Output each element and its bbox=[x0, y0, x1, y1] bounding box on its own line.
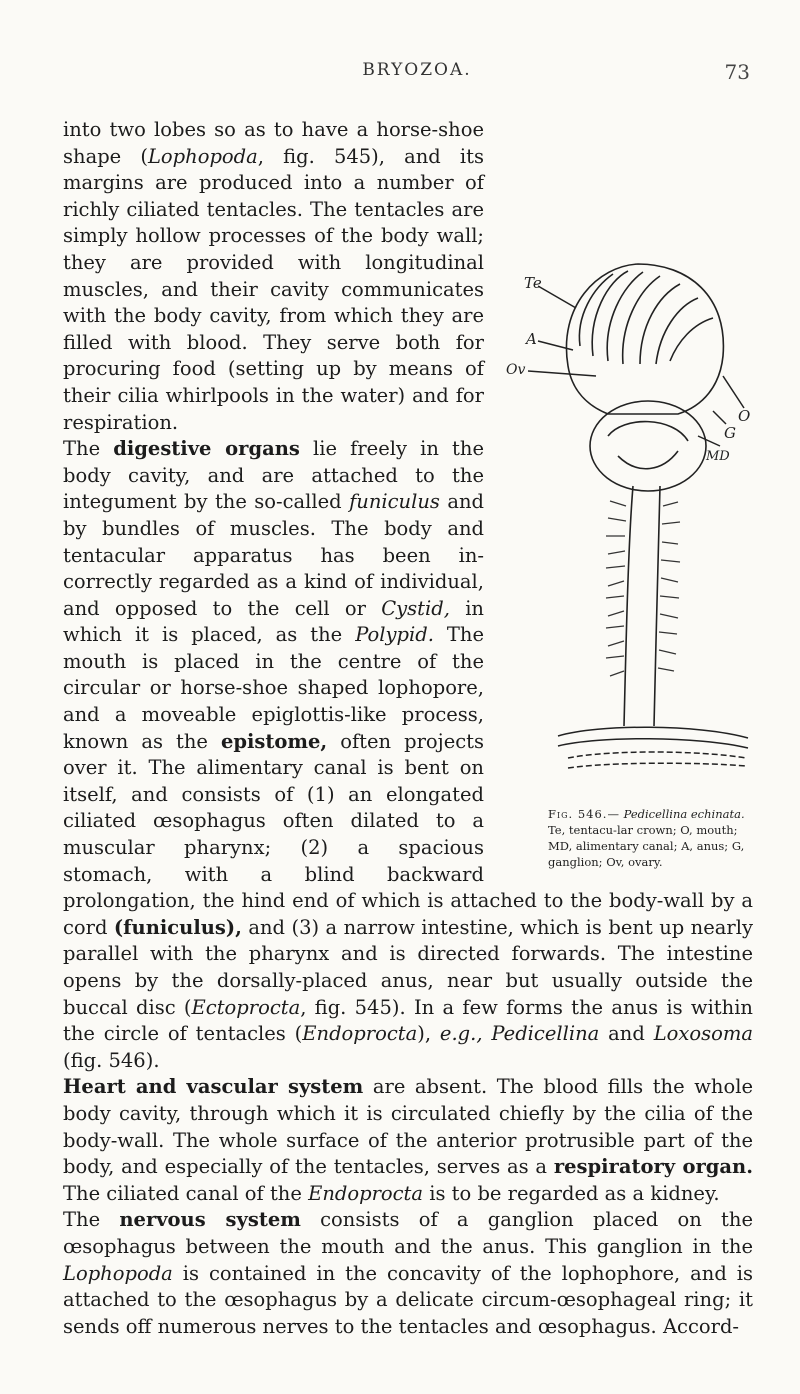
term-funiculus: (funiculus), bbox=[113, 915, 242, 939]
term-digestive-organs: digestive organs bbox=[113, 437, 300, 461]
caption-legend-1: Te, tentacu-lar crown; O, mouth; bbox=[548, 823, 738, 837]
figure-caption bbox=[498, 806, 753, 870]
running-head: BRYOZOA. bbox=[362, 60, 472, 80]
caption-species: Pedicellina echinata. bbox=[623, 807, 745, 821]
term-respiratory-organ: respiratory organ. bbox=[553, 1155, 753, 1179]
label-a: A bbox=[526, 330, 537, 348]
body-text bbox=[63, 117, 753, 1340]
paragraph-4: The nervous system consists of a ganglion placed on the œsophagus between the mouth and the anus. This ganglion in the Lophopoda is contained in the concavity of the lophophore, and is attached to the œsophagus by a delicate circum-œsophageal ring; it sends off numerous nerves to the tentacles and œsophagus. Accord- bbox=[63, 1208, 753, 1338]
paragraph-3: Heart and vascular system are absent. The blood fills the whole body cavity, through which it is circulated chiefly by the cilia of the body-wall. The whole surface of the anterior protrusible part of the body, and especially of the tentacles, serves as a respiratory organ. The ciliated canal of the Endoprocta is to be regarded as a kidney. bbox=[63, 1075, 753, 1205]
page-header bbox=[84, 60, 750, 100]
paragraph-2: The digestive organs lie freely in the body cavity, and are attached to the integument by the so-called funiculus and by bundles of muscles. The body and tentacular apparatus has been in-correctly regarded as a kind of individual, and opposed to the cell or Cystid, in which it is placed, as the Polypid. The mouth is placed in the centre of the circular or horse-shoe shaped lophopore, and a moveable epiglottis-like process, known as the epistome, often projects over it. The alimentary canal is bent on itself, and consists of (1) an elongated ciliated œsophagus often dilated to a muscular pharynx; (2) a spacious stomach, with a blind backward prolongation, the hind end of which is attached to the body-wall by a cord (funiculus), and (3) a narrow intestine, which is bent up nearly parallel with the pharynx and is directed forwards. The intestine opens by the dorsally-placed anus, near but usually outside the buccal disc (Ectoprocta, fig. 545). In a few forms the anus is within the circle of tentacles (Endoprocta), e.g., Pedicellina and Loxosoma (fig. 546). bbox=[63, 437, 753, 1072]
figure-546 bbox=[498, 246, 753, 870]
stalk-left bbox=[624, 486, 633, 726]
term-epistome: epistome, bbox=[220, 729, 328, 753]
term-heart-vascular: Heart and vascular system bbox=[63, 1075, 364, 1099]
caption-legend-4: Ov, ovary. bbox=[606, 855, 663, 869]
stalk-right bbox=[654, 486, 660, 726]
label-md: MD bbox=[706, 449, 730, 464]
pedicellina-illustration bbox=[498, 246, 753, 806]
label-ov: Ov bbox=[506, 362, 526, 378]
caption-number: Fig. 546.— bbox=[548, 807, 620, 821]
label-te: Te bbox=[524, 274, 542, 292]
tentacle-crown-outline bbox=[566, 264, 723, 414]
stolon bbox=[558, 727, 748, 738]
page-number: 73 bbox=[724, 60, 750, 84]
label-o: O bbox=[738, 407, 751, 425]
caption-legend-3: A, anus; G, ganglion; bbox=[548, 839, 745, 869]
term-nervous-system: nervous system bbox=[119, 1208, 301, 1232]
label-g: G bbox=[724, 424, 736, 442]
paragraph-1: into two lobes so as to have a horse-shoe shape (Lophopoda, fig. 545), and its margins are produced into a number of richly ciliated tentacles. The tentacles are simply hollow processes of the body wall; they are provided with longitudinal muscles, and their cavity communicates with the body cavity, from which they are filled with blood. They serve both for procuring food (setting up by means of their cilia whirlpools in the water) and for respiration. bbox=[63, 118, 484, 434]
caption-legend-2: MD, alimentary canal; bbox=[548, 839, 678, 853]
